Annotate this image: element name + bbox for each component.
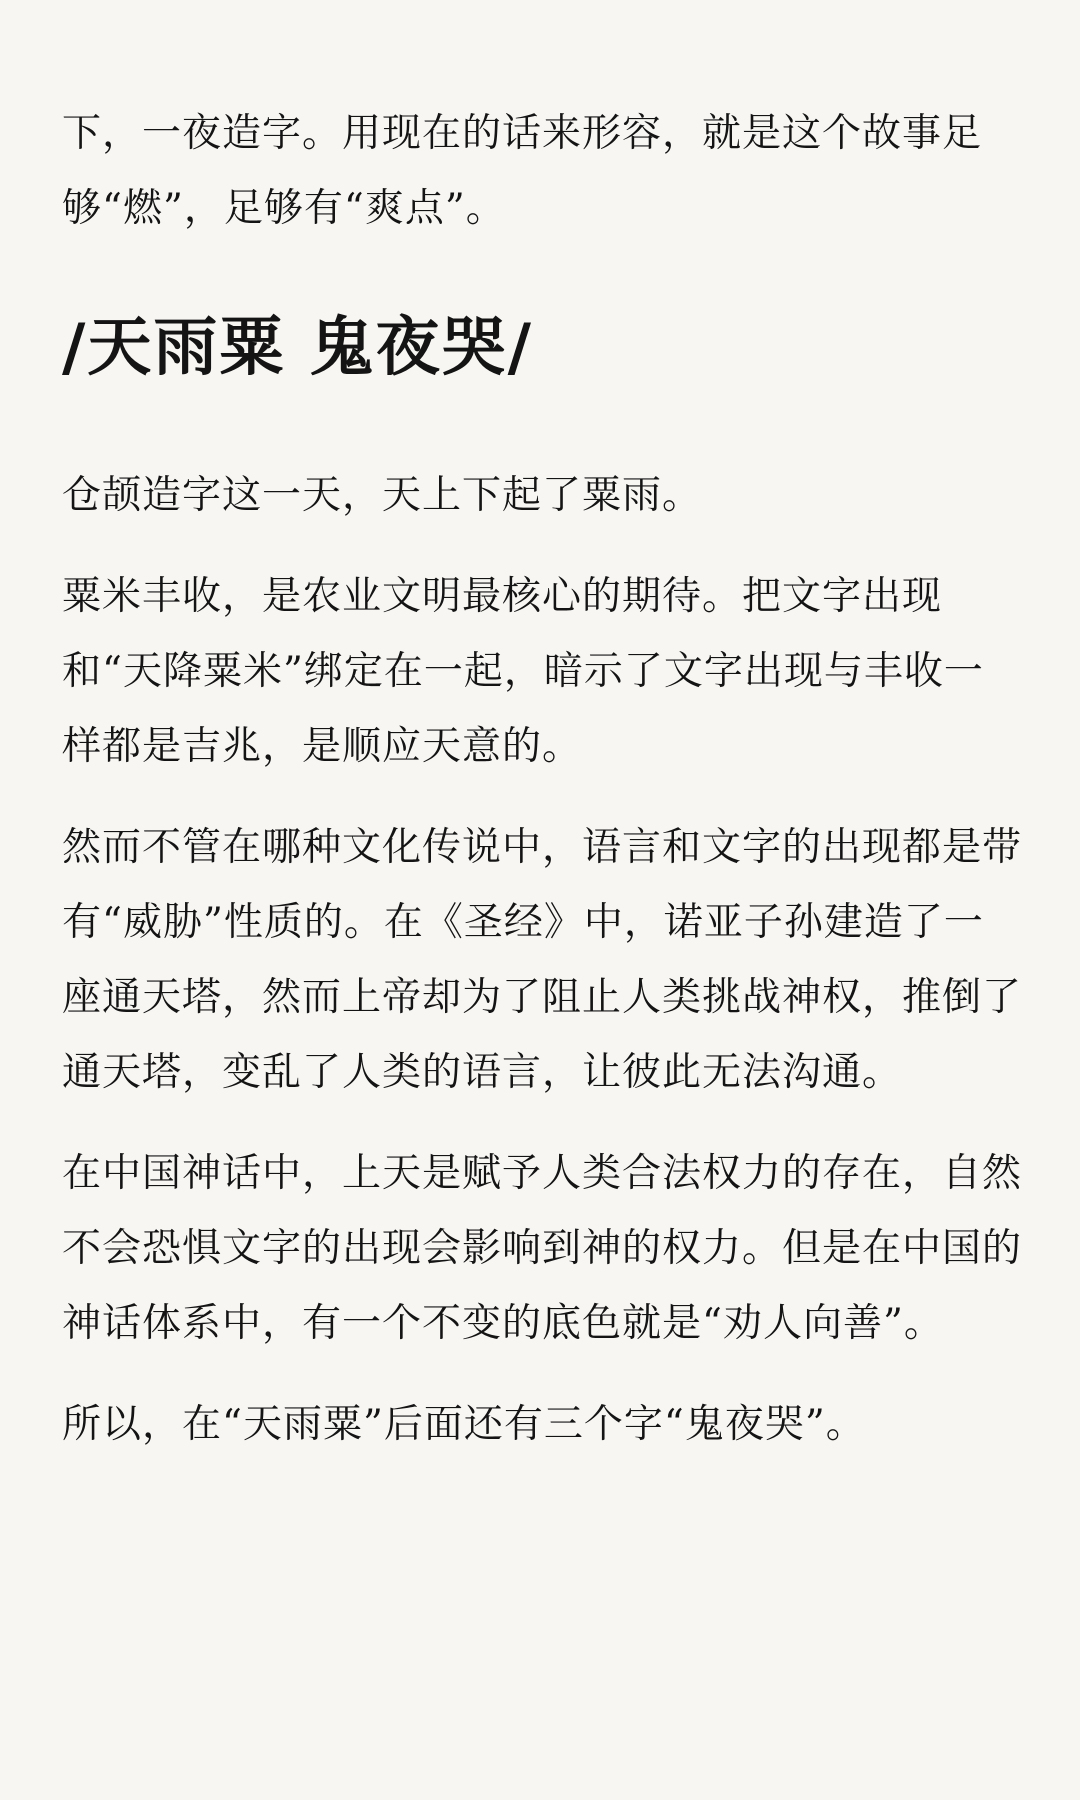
paragraph-3: 然而不管在哪种文化传说中，语言和文字的出现都是带有“威胁”性质的。在《圣经》中，诺亚子孙建造了一座通天塔，然而上帝却为了阻止人类挑战神权，推倒了通天塔，变乱了人类的语言，让彼此无法沟通。 (62, 825, 1023, 1095)
article-body (62, 96, 1022, 1462)
section-title: /天雨粟 鬼夜哭/ (62, 310, 534, 385)
intro-paragraph: 下，一夜造字。用现在的话来形容，就是这个故事足够“燃”，足够有“爽点”。 (62, 111, 983, 231)
paragraph-1: 仓颉造字这一天，天上下起了粟雨。 (62, 473, 703, 518)
paragraph-4: 在中国神话中，上天是赋予人类合法权力的存在，自然不会恐惧文字的出现会影响到神的权力。但是在中国的神话体系中，有一个不变的底色就是“劝人向善”。 (62, 1151, 1023, 1346)
paragraph-5: 所以，在“天雨粟”后面还有三个字“鬼夜哭”。 (62, 1402, 866, 1447)
paragraph-2: 粟米丰收，是农业文明最核心的期待。把文字出现和“天降粟米”绑定在一起，暗示了文字出现与丰收一样都是吉兆，是顺应天意的。 (62, 574, 984, 769)
